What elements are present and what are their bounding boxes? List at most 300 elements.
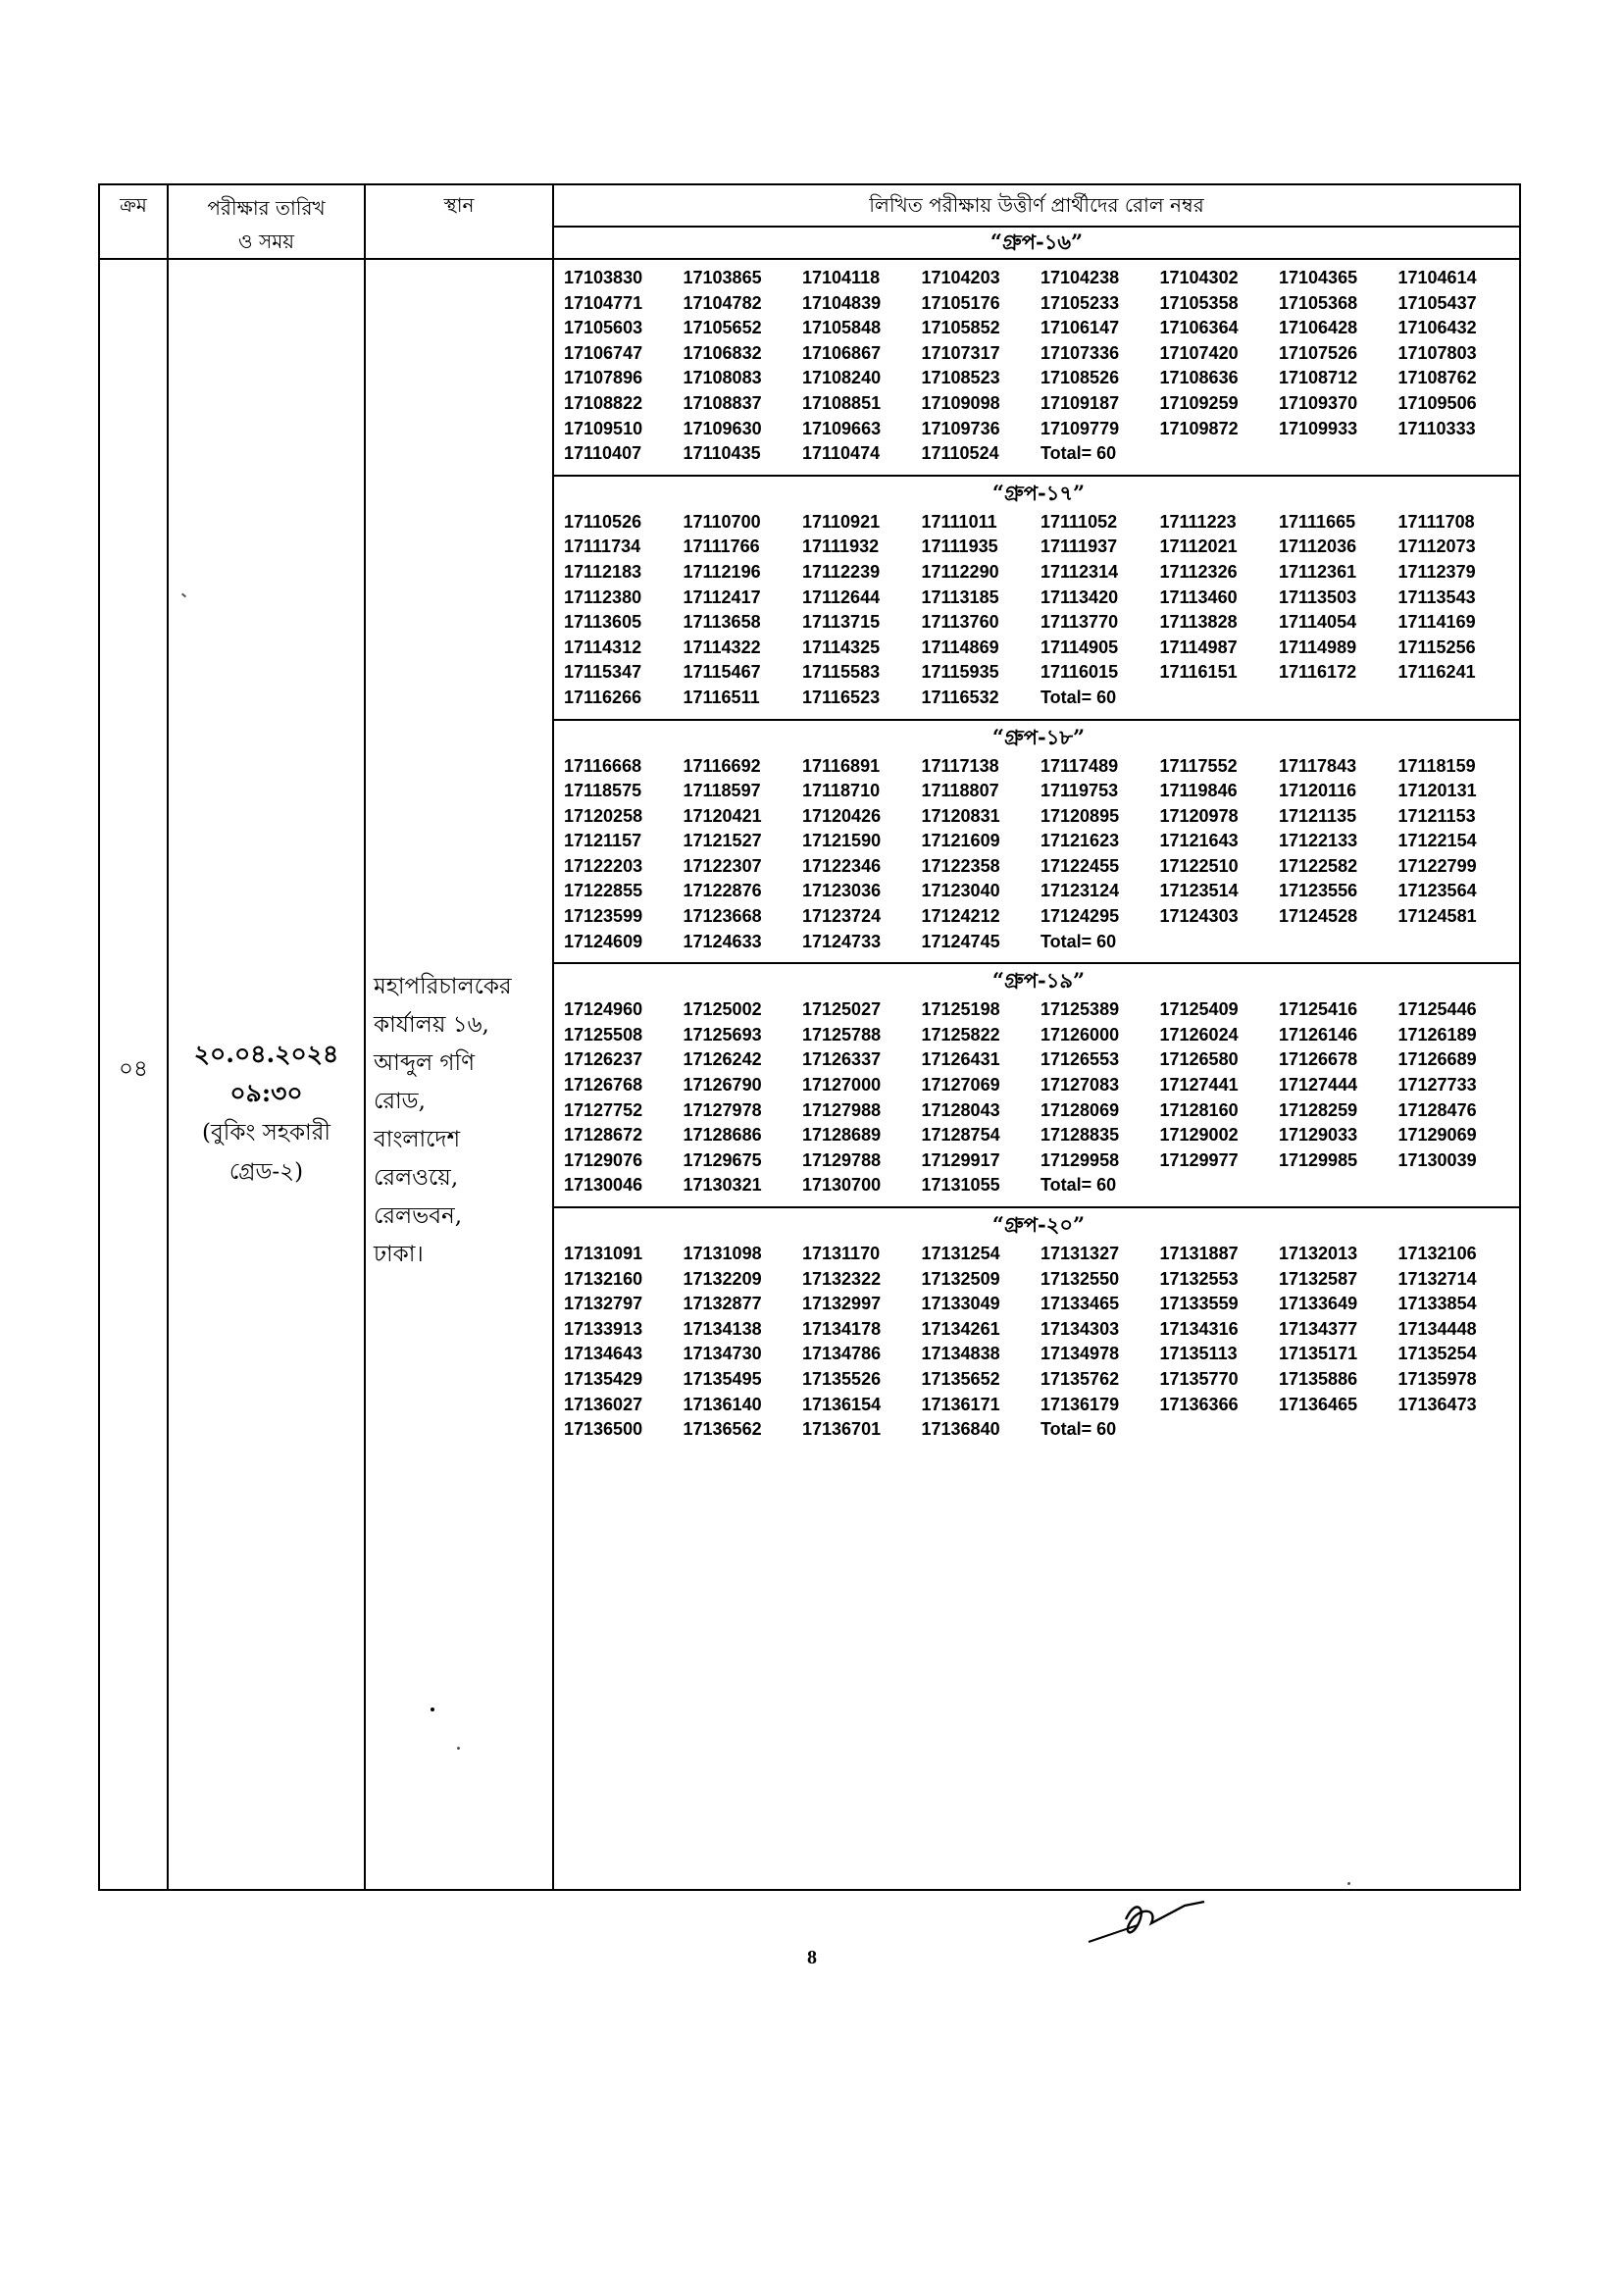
roll-number: 17116891: [802, 755, 881, 776]
dot-mark: [1347, 1882, 1350, 1885]
roll-number: 17125446: [1397, 999, 1477, 1020]
roll-number: 17136179: [1040, 1394, 1120, 1414]
roll-number: 17112361: [1279, 561, 1357, 582]
roll-number: 17116266: [564, 687, 642, 707]
roll-number: 17122855: [564, 881, 643, 901]
roll-number: 17116532: [921, 687, 999, 707]
roll-number: 17103830: [564, 268, 643, 287]
roll-number: 17108762: [1397, 368, 1477, 388]
roll-number: 17108851: [802, 392, 882, 413]
roll-number: 17134978: [1040, 1344, 1120, 1364]
roll-number: 17105368: [1279, 292, 1358, 313]
roll-group: [554, 1208, 1519, 1451]
roll-number: 17119846: [1159, 781, 1238, 801]
roll-number: 17111665: [1279, 511, 1356, 532]
roll-number: 17136171: [921, 1394, 1000, 1414]
roll-number: 17123668: [683, 906, 762, 927]
roll-number: 17120831: [921, 805, 1000, 826]
roll-number: 17135495: [683, 1368, 762, 1389]
roll-number: 17113185: [921, 586, 999, 607]
roll-number: 17130046: [564, 1175, 643, 1196]
roll-number: 17125389: [1040, 999, 1120, 1020]
roll-number: 17135770: [1159, 1368, 1239, 1389]
roll-number: 17128160: [1159, 1099, 1239, 1120]
roll-number: 17126000: [1040, 1024, 1120, 1045]
roll-number: 17116523: [802, 687, 881, 707]
roll-number: 17125198: [921, 999, 1000, 1020]
roll-number: 17124733: [802, 931, 882, 951]
roll-number: 17111052: [1040, 511, 1118, 532]
roll-number: 17127752: [564, 1099, 643, 1120]
roll-number: 17118575: [564, 781, 642, 801]
roll-number: 17136027: [564, 1394, 643, 1414]
roll-grid: [564, 1242, 1513, 1443]
roll-number: 17106432: [1397, 318, 1477, 338]
roll-number: 17104203: [921, 268, 1000, 287]
roll-number: 17133854: [1397, 1294, 1477, 1314]
roll-number: 17105848: [802, 318, 882, 338]
roll-number: 17120978: [1159, 805, 1239, 826]
roll-number: 17120116: [1279, 781, 1357, 801]
roll-number: 17129917: [921, 1149, 1000, 1170]
roll-number: 17125788: [802, 1024, 882, 1045]
roll-number: 17132013: [1279, 1244, 1358, 1263]
roll-number: 17136465: [1279, 1394, 1358, 1414]
roll-number: 17123514: [1159, 881, 1239, 901]
roll-number: 17114322: [683, 637, 761, 657]
roll-number: 17114987: [1159, 637, 1238, 657]
roll-number: 17129788: [802, 1149, 882, 1170]
roll-number: 17132160: [564, 1268, 643, 1289]
roll-number: 17120421: [683, 805, 762, 826]
roll-number: 17125693: [683, 1024, 762, 1045]
roll-number: 17108636: [1159, 368, 1239, 388]
roll-number: 17124960: [564, 999, 643, 1020]
roll-number: 17134178: [802, 1318, 882, 1339]
roll-number: 17122203: [564, 855, 643, 876]
roll-number: 17116511: [683, 687, 760, 707]
roll-number: 17132714: [1397, 1268, 1477, 1289]
roll-number: 17124633: [683, 931, 762, 951]
roll-number: 17133559: [1159, 1294, 1239, 1314]
roll-number: 17135978: [1397, 1368, 1477, 1389]
group-total: Total= 60: [1040, 443, 1117, 464]
roll-number: 17130321: [683, 1175, 762, 1196]
roll-number: 17123724: [802, 906, 882, 927]
roll-number: 17112021: [1159, 536, 1238, 557]
roll-number: 17127733: [1397, 1075, 1477, 1096]
roll-number: 17122455: [1040, 855, 1120, 876]
roll-number: 17132797: [564, 1294, 643, 1314]
page-number: 8: [807, 1947, 817, 1968]
roll-number: 17112379: [1397, 561, 1476, 582]
row-serial: ০৪: [99, 259, 168, 1890]
roll-number: 17125822: [921, 1024, 1000, 1045]
roll-number: 17124212: [921, 906, 1000, 927]
roll-number: 17136154: [802, 1394, 882, 1414]
roll-number: 17116668: [564, 755, 642, 776]
roll-number: 17129033: [1279, 1125, 1358, 1146]
roll-number: 17131327: [1040, 1244, 1120, 1263]
roll-number: 17113828: [1159, 612, 1238, 633]
group-title: “গ্রুপ-১৭”: [991, 480, 1086, 505]
roll-number: 17125409: [1159, 999, 1239, 1020]
roll-number: 17126237: [564, 1049, 643, 1070]
roll-number: 17114869: [921, 637, 999, 657]
roll-number: 17128672: [564, 1125, 643, 1146]
roll-number: 17131887: [1159, 1244, 1239, 1263]
roll-number: 17122358: [921, 855, 1000, 876]
group-total: Total= 60: [1040, 687, 1117, 707]
roll-number: 17110700: [683, 511, 761, 532]
roll-number: 17132553: [1159, 1268, 1239, 1289]
roll-number: 17126689: [1397, 1049, 1477, 1070]
roll-number: 17110921: [802, 511, 881, 532]
roll-number: 17114905: [1040, 637, 1119, 657]
roll-number: 17135762: [1040, 1368, 1120, 1389]
roll-number: 17113503: [1279, 586, 1357, 607]
roll-number: 17127000: [802, 1075, 882, 1096]
roll-number: 17114054: [1279, 612, 1357, 633]
roll-number: 17120258: [564, 805, 643, 826]
roll-number: 17104839: [802, 292, 882, 313]
roll-number: 17132322: [802, 1268, 882, 1289]
roll-number: 17108240: [802, 368, 882, 388]
roll-number: 17133049: [921, 1294, 1000, 1314]
roll-number: 17129985: [1279, 1149, 1358, 1170]
roll-number: 17110407: [564, 443, 642, 464]
roll-number: 17126189: [1397, 1024, 1477, 1045]
roll-number: 17117138: [921, 755, 999, 776]
roll-number: 17104614: [1397, 268, 1477, 287]
roll-number: 17128259: [1279, 1099, 1358, 1120]
roll-number: 17128686: [683, 1125, 762, 1146]
roll-number: 17136701: [802, 1419, 882, 1440]
roll-number: 17124295: [1040, 906, 1120, 927]
roll-number: 17123040: [921, 881, 1000, 901]
roll-number: 17107896: [564, 368, 643, 388]
roll-number: 17126768: [564, 1075, 643, 1096]
roll-number: 17106832: [683, 342, 762, 363]
roll-number: 17126146: [1279, 1024, 1358, 1045]
roll-number: 17122876: [683, 881, 762, 901]
roll-number: 17109933: [1279, 418, 1358, 438]
roll-number: 17121135: [1279, 805, 1357, 826]
group-title: “গ্রুপ-১৯”: [991, 968, 1086, 994]
roll-number: 17105652: [683, 318, 762, 338]
header-serial: ক্রম: [99, 184, 168, 259]
roll-number: 17109259: [1159, 392, 1239, 413]
roll-number: 17127988: [802, 1099, 882, 1120]
roll-number: 17135652: [921, 1368, 1000, 1389]
roll-number: 17108712: [1279, 368, 1358, 388]
roll-number: 17107336: [1040, 342, 1120, 363]
roll-number: 17117843: [1279, 755, 1357, 776]
roll-number: 17135429: [564, 1368, 643, 1389]
roll-number: 17115256: [1397, 637, 1476, 657]
roll-number: 17129977: [1159, 1149, 1239, 1170]
roll-number: 17105437: [1397, 292, 1477, 313]
roll-number: 17105233: [1040, 292, 1120, 313]
roll-number: 17112326: [1159, 561, 1238, 582]
roll-number: 17123124: [1040, 881, 1120, 901]
roll-number: 17112417: [683, 586, 761, 607]
roll-number: 17134316: [1159, 1318, 1239, 1339]
exam-date: ২০.০৪.২০২৪: [193, 1040, 339, 1068]
roll-number: 17112644: [802, 586, 881, 607]
header-rolls: লিখিত পরীক্ষায় উত্তীর্ণ প্রার্থীদের রোল নম্বর: [553, 184, 1520, 227]
roll-number: 17126024: [1159, 1024, 1239, 1045]
roll-number: 17116015: [1040, 662, 1119, 683]
roll-number: 17132509: [921, 1268, 1000, 1289]
roll-number: 17135171: [1279, 1344, 1358, 1364]
venue-line: রোড,: [374, 1089, 426, 1114]
roll-number: 17118159: [1397, 755, 1476, 776]
roll-number: 17130700: [802, 1175, 882, 1196]
header-date-line1: পরীক্ষার তারিখ: [207, 196, 326, 220]
roll-number: 17108083: [683, 368, 762, 388]
roll-number: 17133649: [1279, 1294, 1358, 1314]
roll-number: 17126431: [921, 1049, 1000, 1070]
roll-number: 17111766: [683, 536, 760, 557]
roll-number: 17128835: [1040, 1125, 1120, 1146]
roll-number: 17134303: [1040, 1318, 1120, 1339]
roll-number: 17114312: [564, 637, 642, 657]
roll-number: 17112196: [683, 561, 761, 582]
roll-number: 17121609: [921, 831, 1000, 851]
roll-number: 17111932: [802, 536, 880, 557]
roll-number: 17110474: [802, 443, 881, 464]
roll-number: 17121643: [1159, 831, 1239, 851]
roll-number: 17127441: [1159, 1075, 1239, 1096]
roll-number: 17106364: [1159, 318, 1239, 338]
roll-number: 17112239: [802, 561, 881, 582]
roll-number: 17134786: [802, 1344, 882, 1364]
post-line2: গ্রেড-২): [228, 1159, 304, 1185]
roll-number: 17122346: [802, 855, 882, 876]
roll-number: 17110333: [1397, 418, 1476, 438]
roll-number: 17113658: [683, 612, 761, 633]
roll-number: 17131098: [683, 1244, 762, 1263]
roll-number: 17129675: [683, 1149, 762, 1170]
row-venue: [365, 259, 553, 1890]
roll-number: 17121590: [802, 831, 882, 851]
roll-number: 17135526: [802, 1368, 882, 1389]
roll-number: 17131091: [564, 1244, 643, 1263]
roll-number: 17121153: [1397, 805, 1476, 826]
venue-line: ঢাকা।: [374, 1242, 424, 1267]
roll-number: 17134643: [564, 1344, 643, 1364]
roll-number: 17105603: [564, 318, 643, 338]
post-line1: (বুকিং সহকারী: [202, 1120, 330, 1146]
roll-number: 17132106: [1397, 1244, 1477, 1263]
roll-number: 17132587: [1279, 1268, 1358, 1289]
roll-number: 17131055: [921, 1175, 1000, 1196]
roll-number: 17124745: [921, 931, 1000, 951]
roll-number: 17131254: [921, 1244, 1000, 1263]
roll-number: 17128754: [921, 1125, 1000, 1146]
roll-number: 17104238: [1040, 268, 1120, 287]
roll-number: 17105358: [1159, 292, 1239, 313]
roll-number: 17104782: [683, 292, 762, 313]
roll-number: 17106428: [1279, 318, 1358, 338]
venue-line: কার্যালয় ১৬,: [374, 1012, 489, 1038]
roll-number: 17121157: [564, 831, 642, 851]
roll-number: 17114169: [1397, 612, 1476, 633]
roll-number: 17126580: [1159, 1049, 1239, 1070]
roll-number: 17136140: [683, 1394, 762, 1414]
roll-number: 17134730: [683, 1344, 762, 1364]
roll-group: [554, 964, 1519, 1208]
roll-number: 17116172: [1279, 662, 1357, 683]
roll-number: 17116241: [1397, 662, 1476, 683]
group-16-title-cell: [553, 227, 1520, 259]
results-table: [98, 183, 1521, 1891]
roll-number: 17108837: [683, 392, 762, 413]
roll-number: 17133913: [564, 1318, 643, 1339]
roll-number: 17117552: [1159, 755, 1238, 776]
roll-number: 17130039: [1397, 1149, 1477, 1170]
roll-number: 17124581: [1397, 906, 1477, 927]
row-date-time: [168, 259, 365, 1890]
roll-number: 17132209: [683, 1268, 762, 1289]
roll-number: 17128476: [1397, 1099, 1477, 1120]
roll-number: 17122307: [683, 855, 762, 876]
roll-number: 17113460: [1159, 586, 1238, 607]
roll-number: 17117489: [1040, 755, 1119, 776]
roll-number: 17104365: [1279, 268, 1358, 287]
roll-number: 17118597: [683, 781, 761, 801]
roll-number: 17113760: [921, 612, 999, 633]
roll-number: 17118710: [802, 781, 881, 801]
roll-number: 17134448: [1397, 1318, 1477, 1339]
roll-number: 17124528: [1279, 906, 1358, 927]
header-date-line2: ও সময়: [237, 229, 295, 253]
roll-number: 17106147: [1040, 318, 1120, 338]
roll-number: 17113605: [564, 612, 642, 633]
roll-number: 17135254: [1397, 1344, 1477, 1364]
venue-line: রেলওয়ে,: [374, 1165, 459, 1191]
roll-number: 17114325: [802, 637, 881, 657]
roll-number: 17115583: [802, 662, 881, 683]
roll-number: 17126553: [1040, 1049, 1120, 1070]
roll-number: 17129958: [1040, 1149, 1120, 1170]
roll-number: 17110435: [683, 443, 761, 464]
roll-number: 17132997: [802, 1294, 882, 1314]
roll-number: 17136840: [921, 1419, 1000, 1440]
roll-number: 17129002: [1159, 1125, 1239, 1146]
roll-number: 17109872: [1159, 418, 1239, 438]
venue-line: রেলভবন,: [374, 1203, 463, 1229]
roll-number: 17115467: [683, 662, 761, 683]
roll-number: 17111937: [1040, 536, 1118, 557]
venue-line: বাংলাদেশ: [374, 1127, 461, 1152]
roll-number: 17126242: [683, 1049, 762, 1070]
roll-group: [554, 721, 1519, 965]
roll-number: 17113420: [1040, 586, 1119, 607]
roll-grid: [564, 754, 1513, 955]
roll-group: [554, 260, 1519, 477]
dot-mark: [457, 1747, 460, 1750]
roll-number: 17125416: [1279, 999, 1358, 1020]
roll-number: 17109370: [1279, 392, 1358, 413]
roll-grid: [564, 997, 1513, 1198]
exam-time: ০৯:৩০: [229, 1079, 303, 1107]
roll-number: 17136562: [683, 1419, 762, 1440]
roll-number: 17133465: [1040, 1294, 1120, 1314]
roll-number: 17109736: [921, 418, 1000, 438]
roll-number: 17111223: [1159, 511, 1237, 532]
roll-number: 17104771: [564, 292, 643, 313]
roll-number: 17109630: [683, 418, 762, 438]
roll-number: 17122154: [1397, 831, 1477, 851]
roll-number: 17124609: [564, 931, 643, 951]
roll-number: 17109663: [802, 418, 882, 438]
group-total: Total= 60: [1040, 1175, 1117, 1196]
roll-number: 17107803: [1397, 342, 1477, 363]
roll-number: 17126790: [683, 1075, 762, 1096]
roll-number: 17103865: [683, 268, 762, 287]
roll-number: 17112314: [1040, 561, 1119, 582]
roll-number: 17112183: [564, 561, 642, 582]
roll-number: 17111734: [564, 536, 641, 557]
roll-number: 17128043: [921, 1099, 1000, 1120]
roll-number: 17107526: [1279, 342, 1358, 363]
roll-number: 17123564: [1397, 881, 1477, 901]
roll-number: 17123556: [1279, 881, 1358, 901]
roll-number: 17111708: [1397, 511, 1475, 532]
group-title: “গ্রুপ-১৬”: [990, 229, 1084, 254]
roll-number: 17112380: [564, 586, 642, 607]
roll-number: 17127069: [921, 1075, 1000, 1096]
roll-number: 17105852: [921, 318, 1000, 338]
roll-number: 17128069: [1040, 1099, 1120, 1120]
roll-number: 17120426: [802, 805, 882, 826]
roll-number: 17122510: [1159, 855, 1239, 876]
roll-number: 17135113: [1159, 1344, 1238, 1364]
roll-number: 17113543: [1397, 586, 1476, 607]
header-date-time: [168, 184, 365, 259]
roll-number: 17136500: [564, 1419, 643, 1440]
roll-number: 17112073: [1397, 536, 1476, 557]
roll-number: 17134838: [921, 1344, 1000, 1364]
roll-number: 17124303: [1159, 906, 1239, 927]
roll-number: 17104118: [802, 268, 881, 287]
roll-number: 17122799: [1397, 855, 1477, 876]
group-title: “গ্রুপ-১৮”: [991, 724, 1086, 749]
roll-number: 17134138: [683, 1318, 762, 1339]
roll-number: 17119753: [1040, 781, 1119, 801]
roll-number: 17108822: [564, 392, 643, 413]
roll-number: 17109098: [921, 392, 1000, 413]
roll-number: 17136366: [1159, 1394, 1239, 1414]
roll-number: 17120895: [1040, 805, 1120, 826]
roll-number: 17126678: [1279, 1049, 1358, 1070]
roll-number: 17104302: [1159, 268, 1239, 287]
roll-number: 17116692: [683, 755, 761, 776]
roll-number: 17106867: [802, 342, 882, 363]
roll-number: 17122133: [1279, 831, 1358, 851]
roll-number: 17113770: [1040, 612, 1119, 633]
header-venue: স্থান: [365, 184, 553, 259]
roll-number: 17127444: [1279, 1075, 1358, 1096]
roll-number: 17112290: [921, 561, 999, 582]
roll-grid: [564, 266, 1513, 467]
venue-line: মহাপরিচালকের: [374, 974, 512, 999]
roll-number: 17114989: [1279, 637, 1357, 657]
roll-number: 17112036: [1279, 536, 1357, 557]
roll-number: 17125002: [683, 999, 762, 1020]
